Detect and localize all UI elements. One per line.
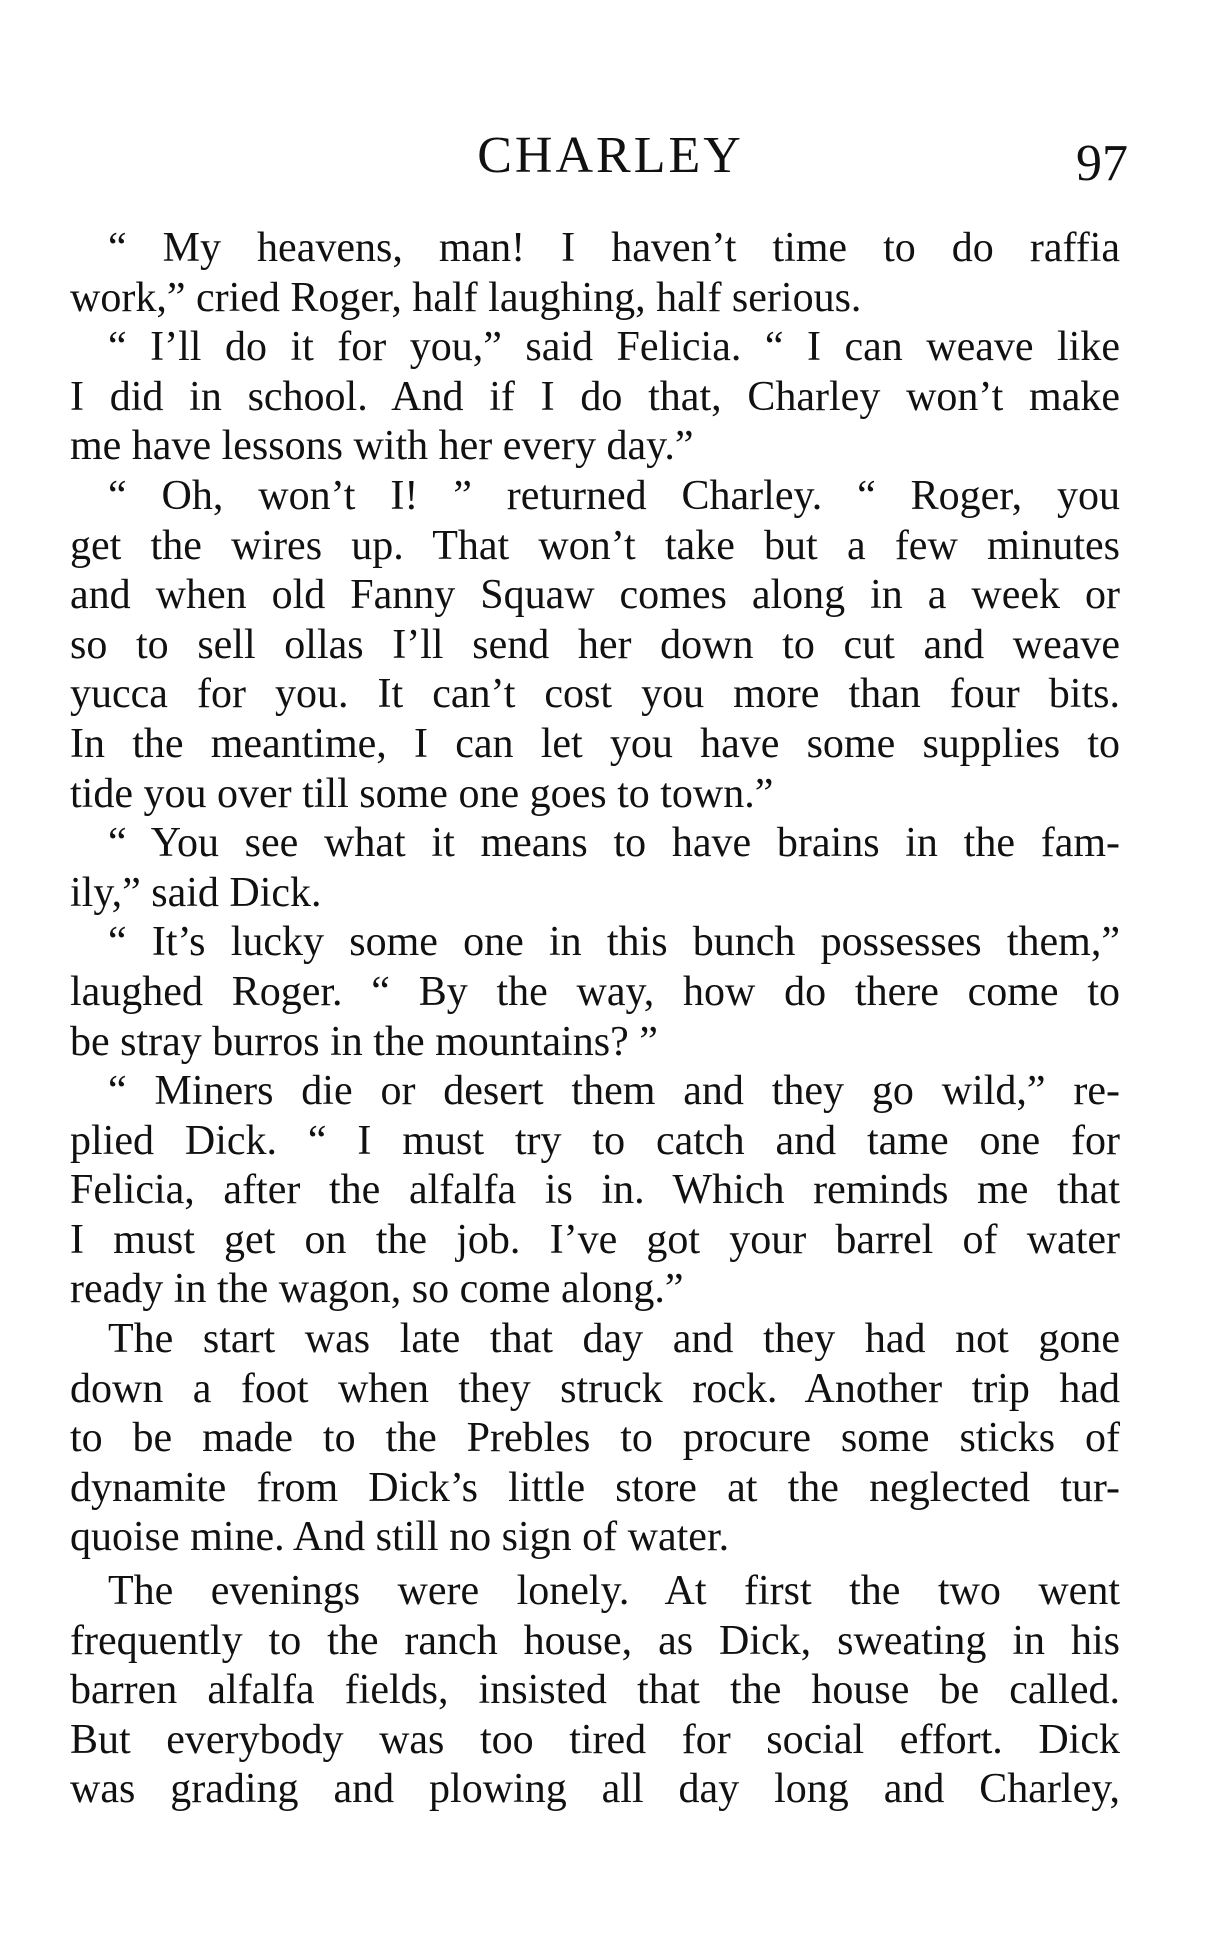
text-line: I did in school. And if I do that, Charley won’t make [70,373,1120,420]
text-line: tide you over till some one goes to town.” [70,770,774,817]
text-line: ily,” said Dick. [70,869,322,916]
text-line: In the meantime, I can let you have some supplies to [70,720,1120,767]
text-line: barren alfalfa fields, insisted that the house be called. [70,1667,1120,1714]
text-line: get the wires up. That won’t take but a few minutes [70,522,1120,569]
text-line: But everybody was too tired for social effort. Dick [70,1716,1120,1763]
text-line: and when old Fanny Squaw comes along in a week or [70,572,1120,619]
text-line: “ It’s lucky some one in this bunch possesses them,” [108,919,1120,966]
text-line: “ Miners die or desert them and they go wild,” re- [108,1068,1120,1115]
text-line: ready in the wagon, so come along.” [70,1266,684,1313]
text-line: dynamite from Dick’s little store at the neglected tur- [70,1464,1120,1511]
text-line: was grading and plowing all day long and Charley, [70,1766,1120,1813]
text-line: me have lessons with her every day.” [70,423,694,470]
text-line: down a foot when they struck rock. Another trip had [70,1365,1120,1412]
text-line: laughed Roger. “ By the way, how do there come to [70,968,1120,1015]
text-line: yucca for you. It can’t cost you more than four bits. [70,671,1120,718]
text-line: work,” cried Roger, half laughing, half serious. [70,274,862,321]
text-line: Felicia, after the alfalfa is in. Which reminds me that [70,1167,1120,1214]
text-line: plied Dick. “ I must try to catch and tame one for [70,1117,1120,1164]
text-line: “ You see what it means to have brains in the fam- [108,820,1120,867]
text-line: quoise mine. And still no sign of water. [70,1514,730,1561]
text-line: so to sell ollas I’ll send her down to cut and weave [70,621,1120,668]
text-line: I must get on the job. I’ve got your barrel of water [70,1216,1120,1263]
text-line: to be made to the Prebles to procure some sticks of [70,1415,1120,1462]
text-line: “ My heavens, man! I haven’t time to do raffia [108,225,1120,271]
running-title: CHARLEY [477,127,744,184]
text-line: The start was late that day and they had not gone [108,1316,1120,1363]
page-number: 97 [1076,135,1128,192]
body-text [70,224,1120,1815]
text-line: frequently to the ranch house, as Dick, sweating in his [70,1617,1120,1664]
text-line: “ Oh, won’t I! ” returned Charley. “ Roger, you [108,472,1120,519]
text-line: “ I’ll do it for you,” said Felicia. “ I can weave like [108,324,1120,371]
text-line: be stray burros in the mountains? ” [70,1018,658,1065]
text-line: The evenings were lonely. At first the two went [108,1568,1120,1615]
running-head [0,120,1221,200]
